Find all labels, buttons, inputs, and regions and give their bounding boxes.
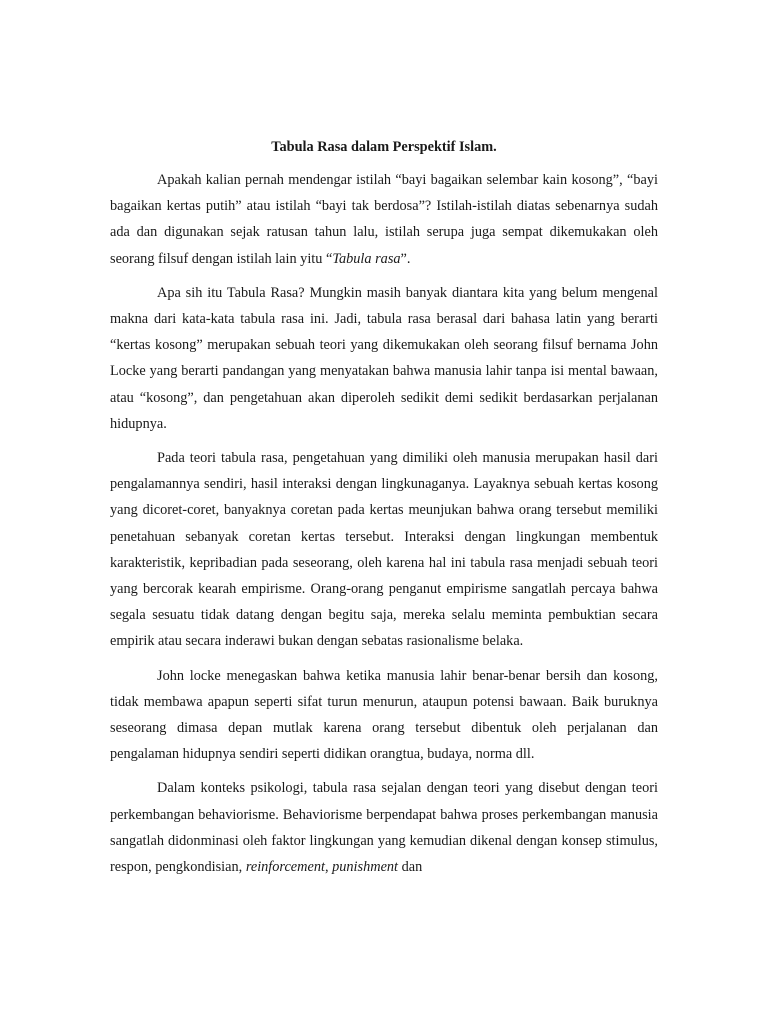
paragraph-4 <box>110 663 658 768</box>
document-title: Tabula Rasa dalam Perspektif Islam. <box>271 139 497 155</box>
paragraph-2-text: Apa sih itu Tabula Rasa? Mungkin masih banyak diantara kita yang belum mengenal makna dari kata-kata tabula rasa ini. Jadi, tabula rasa berasal dari bahasa latin yang berarti “kertas kosong” merupakan sebuah teori yang dikemukakan oleh seorang filsuf bernama John Locke yang berarti pandangan yang menyatakan bahwa manusia lahir tanpa isi mental bawaan, atau “kosong”, dan pengetahuan akan diperoleh sedikit demi sedikit berdasarkan perjalanan hidupnya. <box>110 284 658 432</box>
paragraph-1-italic-term: Tabula rasa <box>332 250 401 267</box>
paragraph-5-comma: , <box>324 859 333 876</box>
paragraph-1-text: Apakah kalian pernah mendengar istilah “bayi bagaikan selembar kain kosong”, “bayi bagaikan kertas putih” atau istilah “bayi tak berdosa”? Istilah-istilah diatas sebenarnya sudah ada dan digunakan sejak ratusan tahun lalu, istilah serupa juga sempat dikemukakan oleh seorang filsuf dengan istilah lain yitu “ <box>110 172 658 267</box>
paragraph-1-closing: ”. <box>400 250 411 267</box>
paragraph-3 <box>110 445 658 655</box>
paragraph-5-italic-punishment: punishment <box>332 859 399 876</box>
paragraph-4-text: John locke menegaskan bahwa ketika manusia lahir benar-benar bersih dan kosong, tidak membawa apapun seperti sifat turun menurun, ataupun potensi bawaan. Baik buruknya seseorang dimasa depan mutlak karena orang tersebut dibentuk oleh perjalanan dan pengalaman hidupnya sendiri seperti didikan orangtua, budaya, norma dll. <box>110 667 658 763</box>
paragraph-5-italic-reinforcement: reinforcement <box>245 859 325 876</box>
paragraph-5 <box>110 775 658 880</box>
document-page <box>110 134 658 888</box>
paragraph-5-tail: dan <box>398 859 423 876</box>
paragraph-3-text: Pada teori tabula rasa, pengetahuan yang dimiliki oleh manusia merupakan hasil dari pengalamannya sendiri, hasil interaksi dengan lingkunaganya. Layaknya sebuah kertas kosong yang dicoret-coret, banyaknya coretan pada kertas meunjukan bahwa orang tersebut memiliki penetahuan sebanyak coretan kertas tersebut. Interaksi dengan lingkungan membentuk karakteristik, kepribadian pada seseorang, oleh karena hal ini tabula rasa menjadi sebuah teori yang bercorak kearah empirisme. Orang-orang penganut empirisme sangatlah percaya bahwa segala sesuatu tidak datang dengan begitu saja, mereka selalu meminta pembuktian secara empirik atau secara inderawi bukan dengan sebatas rasionalisme belaka. <box>110 450 658 650</box>
paragraph-5-text: Dalam konteks psikologi, tabula rasa sejalan dengan teori yang disebut dengan teori perkembangan behaviorisme. Behaviorisme berpendapat bahwa proses perkembangan manusia sangatlah didonminasi oleh faktor lingkungan yang kemudian dikenal dengan konsep stimulus, respon, pengkondisian, <box>110 780 658 876</box>
paragraph-1 <box>110 167 658 272</box>
paragraph-2 <box>110 280 658 437</box>
